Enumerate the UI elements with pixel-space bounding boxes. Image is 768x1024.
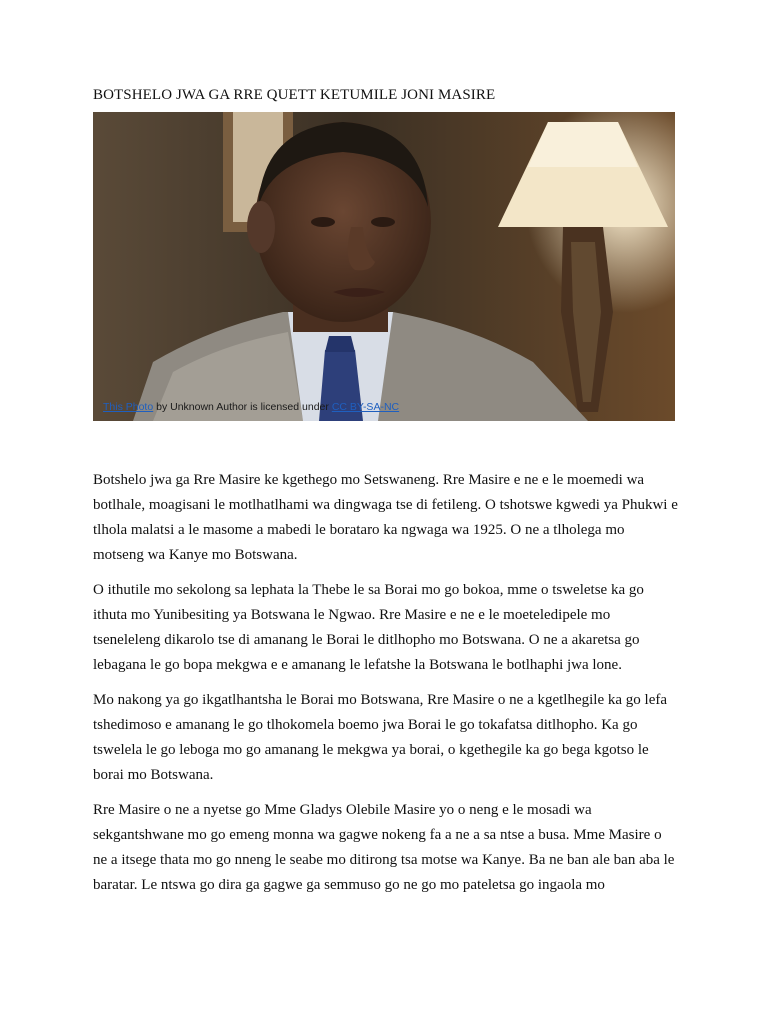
document-title: BOTSHELO JWA GA RRE QUETT KETUMILE JONI MASIRE — [93, 87, 496, 103]
photo-caption-text: by Unknown Author is licensed under — [153, 401, 332, 413]
paragraph: O ithutile mo sekolong sa lephata la Thebe le sa Borai mo go bokoa, mme o tsweletse ka go ithuta mo Yunibesiting ya Botswana le Ngwao. Rre Masire e ne e le moeteledipele mo tseneleleng dikarolo tse di amanang le Borai le ditlhopho mo Botswana. O ne a akaretsa go lebagana le go bopa mekgwa e e amanang le lefatshe la Botswana le botlhaphi jwa lone. — [93, 582, 644, 673]
paragraph: Botshelo jwa ga Rre Masire ke kgethego mo Setswaneng. Rre Masire e ne e le moemedi wa botlhale, moagisani le motlhatlhami wa dingwaga tse di fetileng. O tshotswe kgwedi ya Phukwi e tlhola malatsi a le masome a mabedi le borataro ka ngwaga wa 1925. O ne a tlholega mo motseng wa Kanye mo Botswana. — [93, 472, 678, 563]
portrait-image — [93, 112, 675, 421]
document-body — [93, 468, 679, 908]
photo-license-link[interactable]: CC BY-SA-NC — [331, 401, 400, 413]
paragraph: Mo nakong ya go ikgatlhantsha le Borai mo Botswana, Rre Masire o ne a kgetlhegile ka go lefa tshedimoso e amanang le go tlhokomela boemo jwa Borai le go tokafatsa ditlhopho. Ka go tswelela le go leboga mo go amanang le mekgwa ya borai, o kgethegile ka go bega kgotso le borai mo Botswana. — [93, 692, 668, 783]
portrait-photo — [93, 112, 675, 421]
photo-source-link[interactable]: This Photo — [103, 401, 154, 413]
photo-caption — [103, 401, 399, 413]
paragraph: Rre Masire o ne a nyetse go Mme Gladys Olebile Masire yo o neng e le mosadi wa sekgantshwane mo go emeng monna wa gagwe nokeng fa a ne a sa ntse a busa. Mme Masire o ne a itsege thata mo go nneng le seabe mo ditirong tsa motse wa Kanye. Ba ne ban ale ban aba le baratar. Le ntswa go dira ga gagwe ga semmuso go ne go mo pateletsa go ingaola mo — [93, 802, 675, 893]
